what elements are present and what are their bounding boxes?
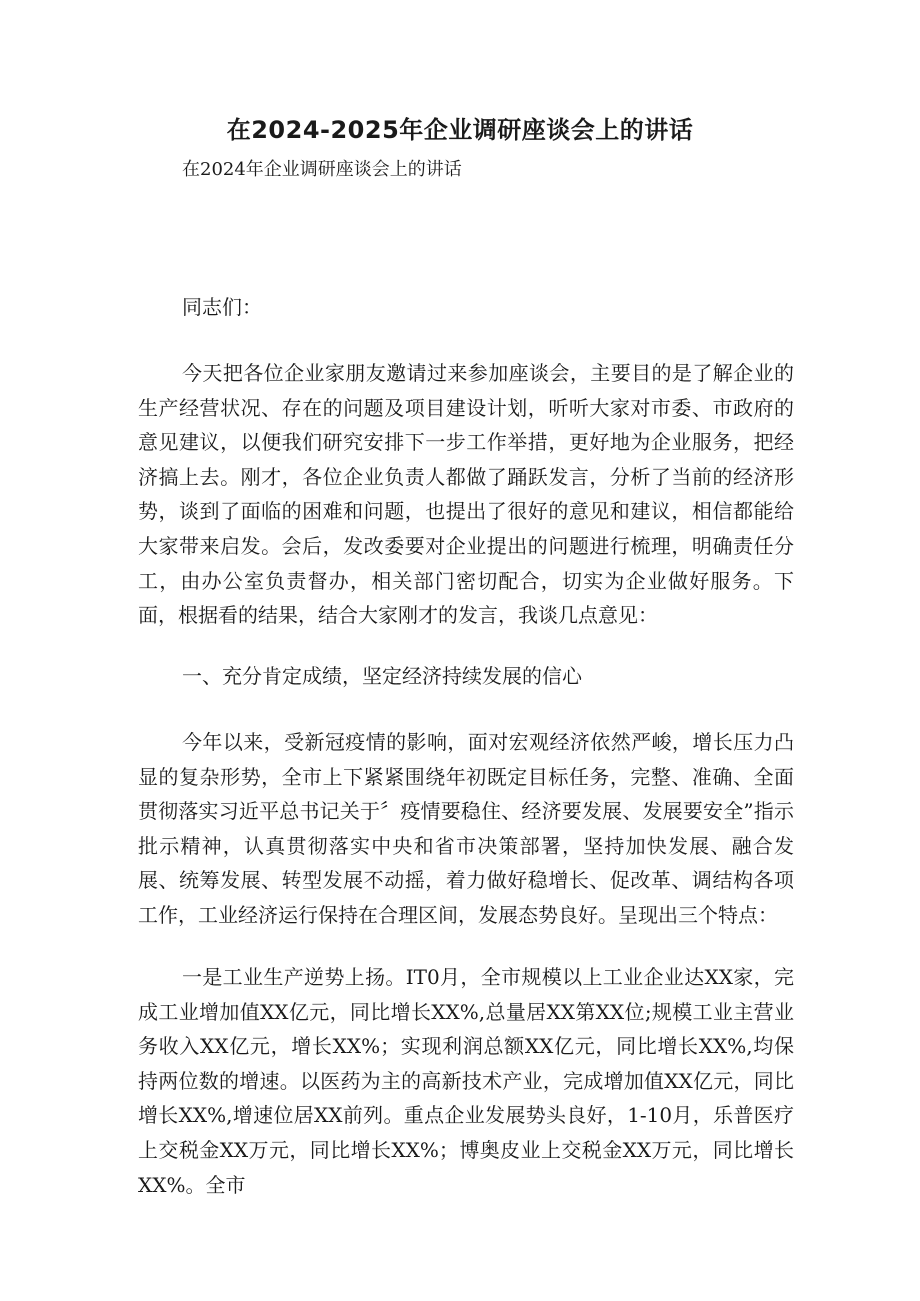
salutation: 同志们： <box>182 295 262 319</box>
document-subtitle: 在2024年企业调研座谈会上的讲话 <box>182 159 462 180</box>
paragraph-achievements: 今年以来，受新冠疫情的影响，面对宏观经济依然严峻，增长压力凸显的复杂形势，全市上下紧紧围绕年初既定目标任务，完整、准确、全面贯彻落实习近平总书记关于〞疫情要稳住、经济要发展、发展要安全”指示批示精神，认真贯彻落实中央和省市决策部署，坚持加快发展、融合发展、统筹发展、转型发展不动摇，着力做好稳增长、促改革、调结构各项工作，工业经济运行保持在合理区间，发展态势良好。呈现出三个特点： <box>138 730 794 927</box>
paragraph-intro: 今天把各位企业家朋友邀请过来参加座谈会，主要目的是了解企业的生产经营状况、存在的问题及项目建设计划，听听大家对市委、市政府的意见建议，以便我们研究安排下一步工作举措，更好地为企业服务，把经济搞上去。刚才，各位企业负责人都做了踊跃发言，分析了当前的经济形势，谈到了面临的困难和问题，也提出了很好的意见和建议，相信都能给大家带来启发。会后，发改委要对企业提出的问题进行梳理，明确责任分工，由办公室负责督办，相关部门密切配合，切实为企业做好服务。下面，根据看的结果，结合大家刚才的发言，我谈几点意见： <box>138 361 794 628</box>
section-heading: 一、充分肯定成绩，坚定经济持续发展的信心 <box>182 664 582 688</box>
document-title: 在2024-2025年企业调研座谈会上的讲话 <box>226 116 694 144</box>
paragraph-industrial-production: 一是工业生产逆势上扬。IT0月，全市规模以上工业企业达XX家，完成工业增加值XX亿元，同比增长XX%,总量居XX第XX位;规模工业主营业务收入XX亿元，增长XX%；实现利润总额XX亿元，同比增长XX%,均保持两位数的增速。以医药为主的高新技术产业，完成增加值XX亿元，同比增长XX%,增速位居XX前列。重点企业发展势头良好，1-10月，乐普医疗上交税金XX万元，同比增长XX%；博奥皮业上交税金XX万元，同比增长XX%。全市 <box>138 965 794 1197</box>
